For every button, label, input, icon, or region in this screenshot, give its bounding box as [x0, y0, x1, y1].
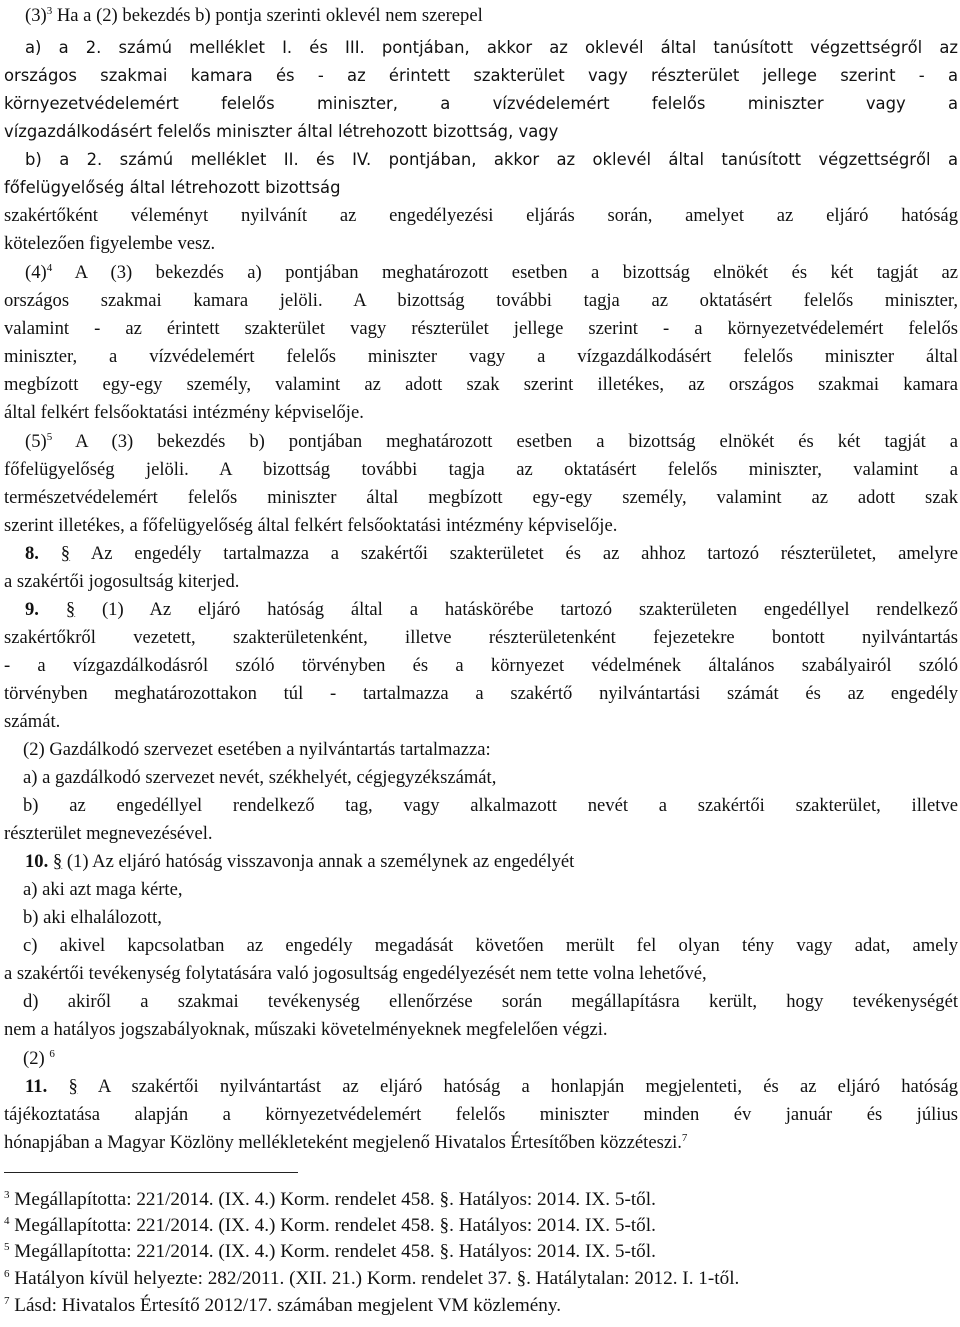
- text-line: szerint illetékes, a főfelügyelőség által felkért felsőoktatási intézmény képviselője.: [4, 515, 618, 536]
- section-text: (1) Az eljáró hatóság visszavonja annak a személynek az engedélyét: [62, 851, 575, 872]
- footnote-text: Megállapította: 221/2014. (IX. 4.) Korm. rendelet 458. §. Hatályos: 2014. IX. 5-től.: [9, 1189, 656, 1210]
- para-text: A (3) bekezdés a) pontjában meghatározott esetben a bizottság elnökét és két tagját az: [52, 262, 958, 283]
- text-line: főfelügyelőség által létrehozott bizottság: [4, 178, 341, 197]
- section-number: 9.: [25, 599, 39, 620]
- list-item: a) a gazdálkodó szervezet nevét, székhelyét, cégjegyzékszámát,: [23, 767, 497, 788]
- para-number: (2): [23, 1048, 45, 1069]
- text-line: [4, 1129, 958, 1157]
- para-text: A (3) bekezdés b) pontjában meghatározott esetben a bizottság elnökét és két tagját a: [52, 431, 958, 452]
- list-item: b) aki elhalálozott,: [23, 907, 162, 928]
- section-sign-link[interactable]: §: [60, 543, 71, 564]
- footnote-ref-3[interactable]: 3: [46, 5, 53, 17]
- para-10-2: [23, 1045, 958, 1073]
- section-10: [25, 848, 958, 876]
- footnote-ref-5[interactable]: 5: [46, 431, 53, 443]
- section-text: Az engedély tartalmazza a szakértői szakterületet és az ahhoz tartozó részterületet, amelyre: [70, 543, 958, 564]
- footnote-3: [4, 1188, 954, 1212]
- list-item: d) akiről a szakmai tevékenység ellenőrzése során megállapításra került, hogy tevékenységét: [23, 991, 958, 1012]
- section-text: (1) Az eljáró hatóság által a hatáskörébe tartozó szakterületen engedéllyel rendelkező: [75, 599, 958, 620]
- section-sign-link[interactable]: §: [52, 851, 63, 872]
- footnote-ref-7[interactable]: 7: [681, 1132, 688, 1144]
- text-line: szakértőként véleményt nyilvánít az engedélyezési eljárás során, amelyet az eljáró hatóság: [4, 205, 958, 226]
- section-text: hónapjában a Magyar Közlöny mellékleteként megjelenő Hivatalos Értesítőben közzéteszi.: [4, 1132, 682, 1153]
- text-line: környezetvédelemért felelős miniszter, a vízvédelemért felelős miniszter vagy a: [4, 94, 958, 113]
- para-number: (4): [25, 262, 47, 283]
- text-line: tájékoztatása alapján a környezetvédelemért felelős miniszter minden év január és július: [4, 1104, 958, 1125]
- para-number: (5): [25, 431, 47, 452]
- section-9: [25, 596, 958, 624]
- text-line: b) a 2. számú melléklet II. és IV. pontjában, akkor az oklevél által tanúsított végzettségről a: [25, 150, 958, 169]
- section-number: 10.: [25, 851, 49, 872]
- footnote-text: Megállapította: 221/2014. (IX. 4.) Korm. rendelet 458. §. Hatályos: 2014. IX. 5-től.: [9, 1215, 656, 1236]
- text-line: miniszter, a vízvédelemért felelős miniszter vagy a vízgazdálkodásért felelős miniszter által: [4, 346, 958, 367]
- para-text: Ha a (2) bekezdés b) pontja szerinti oklevél nem szerepel: [52, 5, 483, 26]
- text-line: számát.: [4, 711, 61, 732]
- footnote-text: Lásd: Hivatalos Értesítő 2012/17. számában megjelent VM közlemény.: [9, 1295, 562, 1316]
- footnote-6: [4, 1267, 954, 1291]
- para-4-heading: [25, 259, 958, 287]
- footnote-mark: 7: [4, 1295, 10, 1307]
- section-number: 11.: [25, 1076, 48, 1097]
- text-line: a szakértői jogosultság kiterjed.: [4, 571, 240, 592]
- text-line: szakértőkről vezetett, szakterületenként, illetve részterületenként fejezetekre bontott nyilvántartás: [4, 627, 958, 648]
- text-line: valamint - az érintett szakterület vagy részterület jellege szerint - a környezetvédelemért felelős: [4, 318, 958, 339]
- text-line: országos szakmai kamara jelöli. A bizottság további tagja az oktatásért felelős miniszter,: [4, 290, 958, 311]
- text-line: megbízott egy-egy személy, valamint az adott szak szerint illetékes, az országos szakmai kamara: [4, 374, 958, 395]
- text-line: kötelezően figyelembe vesz.: [4, 233, 216, 254]
- text-line: - a vízgazdálkodásról szóló törvényben és a környezet védelmének általános szabályairól szóló: [4, 655, 958, 676]
- section-8: [25, 540, 958, 568]
- text-line: vízgazdálkodásért felelős miniszter által létrehozott bizottság, vagy: [4, 122, 559, 141]
- list-item: c) akivel kapcsolatban az engedély megadását követően merült fel olyan tény vagy adat, amely: [23, 935, 958, 956]
- footnote-ref-6[interactable]: 6: [49, 1048, 55, 1060]
- text-line: a szakértői tevékenység folytatására való jogosultság engedélyezését nem tette volna lehetővé,: [4, 963, 707, 984]
- section-number: 8.: [25, 543, 39, 564]
- section-sign-link[interactable]: §: [65, 599, 76, 620]
- footnote-ref-4[interactable]: 4: [46, 262, 53, 274]
- footnote-7: [4, 1294, 954, 1318]
- footnote-text: Hatályon kívül helyezte: 282/2011. (XII. 21.) Korm. rendelet 37. §. Hatálytalan: 2012. I. 1-től.: [9, 1268, 740, 1289]
- para-number: (3): [25, 5, 47, 26]
- text-line: természetvédelemért felelős miniszter által megbízott egy-egy személy, valamint az adott szak: [4, 487, 958, 508]
- text-line: országos szakmai kamara és - az érintett szakterület vagy részterület jellege szerint - a: [4, 66, 958, 85]
- para-3-heading: [25, 2, 958, 30]
- section-11: [25, 1073, 958, 1101]
- text-line: részterület megnevezésével.: [4, 823, 213, 844]
- footnote-mark: 3: [4, 1189, 10, 1201]
- text-line: nem a hatályos jogszabályoknak, műszaki követelményeknek megfelelően végzi.: [4, 1019, 608, 1040]
- footnote-4: [4, 1214, 954, 1238]
- text-line: a) a 2. számú melléklet I. és III. pontjában, akkor az oklevél által tanúsított végzettségről az: [25, 38, 958, 57]
- footnote-5: [4, 1240, 954, 1264]
- text-line: főfelügyelőség jelöli. A bizottság további tagja az oktatásért felelős miniszter, valamint a: [4, 459, 958, 480]
- para-5-heading: [25, 428, 958, 456]
- footnote-divider: [4, 1172, 298, 1173]
- text-line: (2) Gazdálkodó szervezet esetében a nyilvántartás tartalmazza:: [23, 739, 491, 760]
- footnote-text: Megállapította: 221/2014. (IX. 4.) Korm. rendelet 458. §. Hatályos: 2014. IX. 5-től.: [9, 1241, 656, 1262]
- text-line: által felkért felsőoktatási intézmény képviselője.: [4, 402, 364, 423]
- section-text: A szakértői nyilvántartást az eljáró hatóság a honlapján megjelenteti, és az eljáró hatóság: [77, 1076, 958, 1097]
- list-item: b) az engedéllyel rendelkező tag, vagy alkalmazott nevét a szakértői szakterület, illetve: [23, 795, 958, 816]
- section-sign-link[interactable]: §: [68, 1076, 78, 1097]
- footnote-mark: 4: [4, 1215, 10, 1227]
- footnote-mark: 5: [4, 1241, 10, 1253]
- list-item: a) aki azt maga kérte,: [23, 879, 183, 900]
- footnote-mark: 6: [4, 1268, 10, 1280]
- text-line: törvényben meghatározottakon túl - tartalmazza a szakértő nyilvántartási számát és az engedély: [4, 683, 958, 704]
